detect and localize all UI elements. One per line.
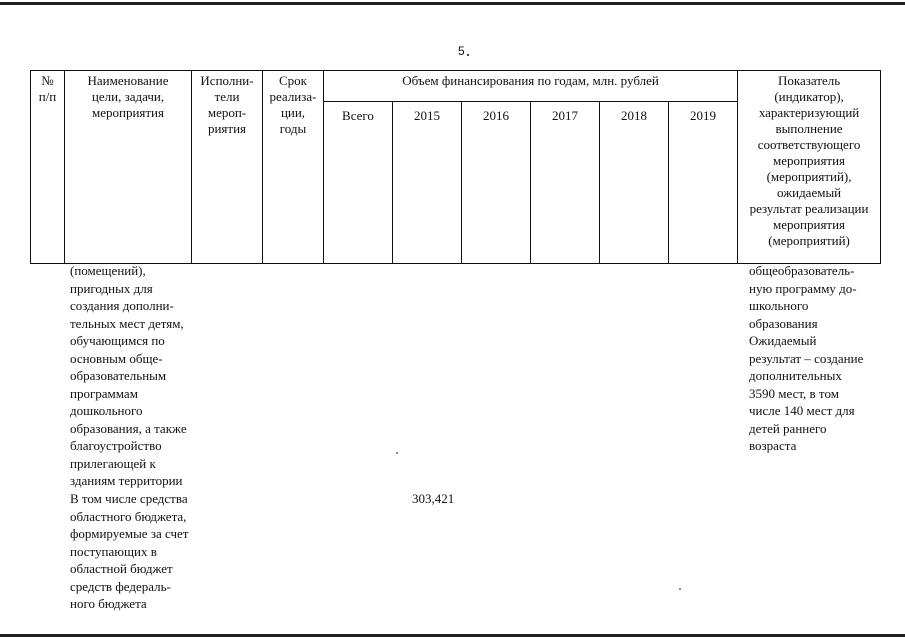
scan-speck	[467, 54, 469, 56]
bottom-border-line	[0, 634, 905, 637]
header-year-2017: 2017	[552, 108, 578, 123]
header-total-label: Всего	[342, 108, 374, 123]
scan-speck	[679, 588, 681, 590]
header-cell-executors	[192, 71, 263, 264]
top-border-line	[0, 2, 905, 5]
funding-source-note: В том числе средства областного бюджета, формируемые за счет поступающих в областной бюджет средств федераль- ного бюджета	[70, 491, 189, 611]
header-year-2015: 2015	[414, 108, 440, 123]
header-number-label: № п/п	[38, 73, 57, 104]
header-cell-term	[263, 71, 324, 264]
header-year-2016: 2016	[483, 108, 509, 123]
header-cell-name	[65, 71, 192, 264]
header-financing-label: Объем финансирования по годам, млн. рублей	[402, 73, 659, 88]
header-executors-label: Исполни- тели мероп- риятия	[200, 73, 254, 136]
indicator-continuation: общеобразователь- ную программу до- школьного образования Ожидаемый результат – создание дополнительных 3590 мест, в том числе 140 мест для детей раннего возраста	[749, 263, 864, 453]
header-cell-indicator	[738, 71, 881, 264]
header-cell-total	[324, 102, 393, 264]
header-cell-number	[31, 71, 65, 264]
header-cell-2017	[531, 102, 600, 264]
header-cell-2019	[669, 102, 738, 264]
header-cell-2016	[462, 102, 531, 264]
measure-name-continuation: (помещений), пригодных для создания дополни- тельных мест детям, обучающимся по основным обще- образовательным программам дошкольного образования, а также благоустройство прилегающей к зданиям территории	[70, 263, 187, 488]
header-year-2018: 2018	[621, 108, 647, 123]
header-cell-2015	[393, 102, 462, 264]
funding-value-2015: 303,421	[412, 491, 455, 506]
scan-speck	[396, 452, 398, 454]
header-indicator-label: Показатель (индикатор), характеризующий выполнение соответствующего мероприятия (мероприятий), ожидаемый результат реализации мероприятия (мероприятий)	[749, 73, 869, 248]
header-term-label: Срок реализа- ции, годы	[269, 73, 317, 136]
header-name-label: Наименование цели, задачи, мероприятия	[87, 73, 169, 120]
header-year-2019: 2019	[690, 108, 717, 123]
program-table-header	[30, 70, 881, 264]
page-number: 5	[458, 44, 465, 58]
header-cell-financing	[324, 71, 738, 102]
header-cell-2018	[600, 102, 669, 264]
